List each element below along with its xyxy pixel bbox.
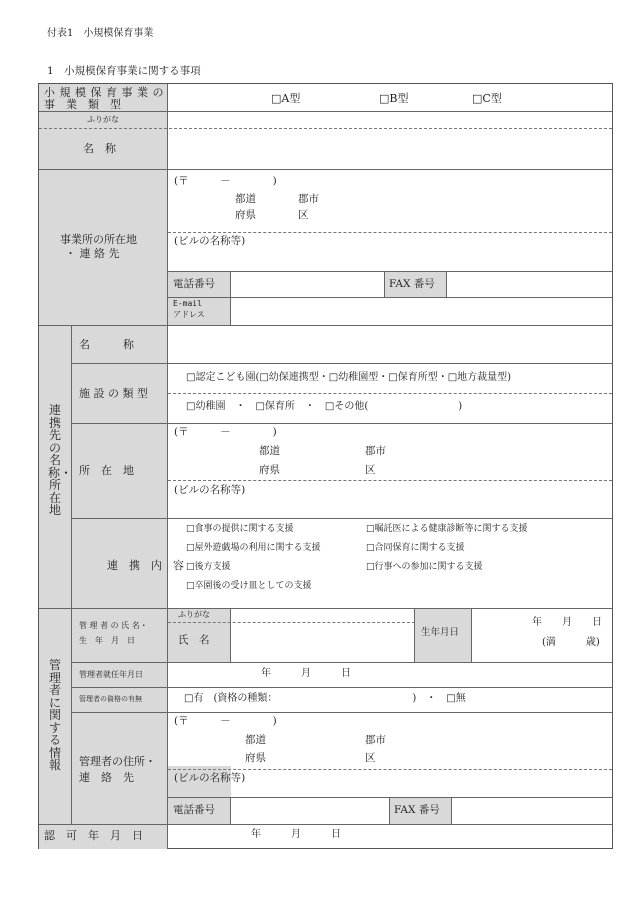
facility-name-label: 名 称 [83,142,116,155]
content-item-events[interactable]: □行事への参加に関する支援 [366,562,483,572]
manager-city-2: 区 [365,752,376,764]
facility-type-label: 施 設 の 類 型 [79,387,148,400]
appointed-label: 管理者就任年月日 [79,670,143,679]
office-phone-label: 電話番号 [173,278,215,290]
facility-type-line-1[interactable]: □認定こども園(□幼保連携型・□幼稚園型・□保育所型・□地方裁量型) [186,372,512,383]
page-title: 付表1 小規模保育事業 [47,28,154,39]
office-phone-field[interactable] [232,272,383,297]
content-item-meal[interactable]: □食事の提供に関する支援 [186,524,294,534]
manager-birth-label: 生年月日 [421,627,460,638]
approval-label: 認 可 年 月 日 [44,829,143,842]
qualification-label: 管理者の資格の有無 [79,695,142,703]
approval-value[interactable]: 年 月 日 [251,829,341,840]
type-option-c[interactable]: □C型 [472,92,502,105]
office-postal[interactable]: (〒 － ) [174,175,277,187]
manager-postal[interactable]: (〒 － ) [174,715,277,727]
office-building[interactable]: (ビルの名称等) [174,235,246,247]
manager-pref-2: 府県 [245,752,266,764]
content-item-graduates[interactable]: □卒園後の受け皿としての支援 [186,581,312,591]
partner-city-2: 区 [365,464,376,476]
partner-group-label: 連携先の名称・所在地 [48,403,73,517]
content-item-joint[interactable]: □合同保育に関する支援 [366,543,465,553]
facility-type-line-2[interactable]: □幼稚園 ・ □保育所 ・ □その他( ) [186,401,463,412]
office-fax-field[interactable] [448,272,611,297]
manager-birth-value[interactable]: 年 月 日 [532,617,602,628]
content-item-backup[interactable]: □後方支援 [186,562,231,572]
manager-building[interactable]: (ビルの名称等) [174,772,246,784]
appointed-value[interactable]: 年 月 日 [261,668,351,679]
manager-name-label: 氏 名 [178,634,210,646]
office-label: 事業所の所在地 [60,233,137,246]
partner-pref-2: 府県 [259,464,280,476]
manager-fax-label: FAX 番号 [394,804,440,816]
manager-phone-field[interactable] [232,798,388,823]
manager-address-label-2: 連 絡 先 [79,771,134,784]
manager-group-label: 管理者に関する情報 [48,658,61,772]
content-item-playground[interactable]: □屋外遊戯場の利用に関する支援 [186,543,321,553]
office-pref-1: 都道 [235,193,256,205]
manager-name-birth-label-2: 生 年 月 日 [79,636,135,645]
manager-city-1: 郡市 [365,734,386,746]
partner-city-1: 郡市 [365,445,386,457]
manager-fax-field[interactable] [453,798,611,823]
manager-furigana: ふりがな [178,610,210,619]
partner-content-label: 連 携 内 容 [107,559,184,572]
facility-name-field[interactable] [169,129,611,168]
business-type-label-2: 事 業 類 型 [44,98,121,111]
type-option-b[interactable]: □B型 [379,92,409,105]
manager-address-label: 管理者の住所・ [79,755,156,768]
office-label-2: ・ 連 絡 先 [65,247,120,260]
office-city-2: 区 [298,209,309,221]
office-email-field[interactable] [232,298,611,324]
partner-address-label: 所 在 地 [79,464,134,477]
qualification-value[interactable]: □有 (資格の種類： ) ・ □無 [184,693,466,704]
facility-form [38,83,613,849]
furigana-label: ふりがな [87,115,119,124]
business-type-label: 小 規 模 保 育 事 業 の [44,86,164,99]
office-fax-label: FAX 番号 [389,278,435,290]
office-email-label: E-mail [173,299,202,308]
office-email-label-2: アドレス [173,310,205,319]
office-pref-2: 府県 [235,209,256,221]
partner-building[interactable]: (ビルの名称等) [174,484,246,496]
manager-phone-label: 電話番号 [173,804,215,816]
section-title: 1 小規模保育事業に関する事項 [47,65,201,77]
content-item-health[interactable]: □嘱託医による健康診断等に関する支援 [366,524,528,534]
manager-pref-1: 都道 [245,734,266,746]
manager-name-birth-label: 管 理 者 の 氏 名・ [79,621,148,630]
manager-name-field[interactable] [232,624,413,661]
type-option-a[interactable]: □A型 [271,92,301,105]
partner-name-label: 名 称 [79,338,134,351]
partner-name-field[interactable] [169,326,611,363]
partner-pref-1: 都道 [259,445,280,457]
partner-postal[interactable]: (〒 － ) [174,426,277,438]
office-city-1: 郡市 [298,193,319,205]
manager-age-value[interactable]: (満 歳) [542,637,600,648]
